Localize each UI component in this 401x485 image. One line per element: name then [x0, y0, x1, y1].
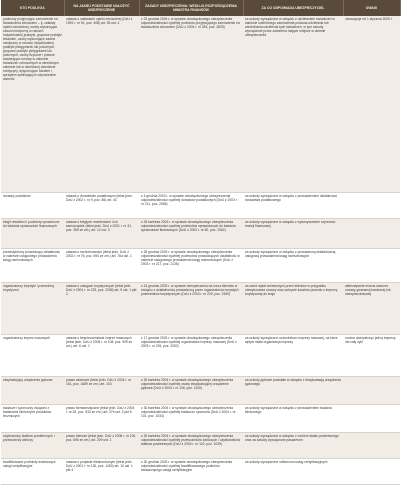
- cell-liability: za szkody wyrządzone w związku z ruchem statku powietrznego oraz za szkody wyrządzone pasażerom: [243, 432, 343, 458]
- cell-remarks: [343, 404, 400, 432]
- cell-legal-basis: prawo farmaceutyczne (tekst jedn. DzU z 2004 r. nr 53, poz. 533 ze zm.) art. 37b ust. 2 pkt 6: [64, 404, 139, 432]
- cell-who: organizatorzy turystyki i pośrednicy turystyczni: [1, 282, 64, 334]
- cell-legal-basis: ustawa o bezpieczeństwie imprez masowych (tekst jedn. DzU z 2005 r. nr 108, poz. 909 ze zm.) art. 6 ust. 1: [64, 334, 139, 376]
- cell-rules: z 25 kwietnia 2003 r. w sprawie obowiązkowego ubezpieczenia odpowiedzialności cywilnej podmiotów uprawnionych do badania sprawozdań finansowych (DzU z 2003 r. nr 82, poz. 2062): [139, 218, 243, 248]
- cell-remarks: [343, 376, 400, 404]
- cell-liability: za szkody wyrządzone uczestnikom imprezy masowej, na które wpływ miała organizacja imprezy: [243, 334, 343, 376]
- cell-legal-basis: prawo atomowe (tekst jedn. DzU z 2004 r. nr 161, poz. 1689 ze zm.) art. 103: [64, 376, 139, 404]
- cell-liability: za szkody wyrządzone w związku z wykonywaniem czynności rewizji finansowej: [243, 218, 343, 248]
- insurance-obligations-table: [1, 0, 401, 485]
- cell-who: użytkownicy statków powietrznych i przewoźnicy lotniczy: [1, 432, 64, 458]
- cell-legal-basis: ustawa o podpisie elektronicznym (tekst jedn. DzU z 2001 r. nr 130, poz. 1450) art. 10 ust. 1 pkt 4: [64, 458, 139, 484]
- cell-who: badacze i sponsorzy związani z badaniami klinicznymi produktów leczniczych: [1, 404, 64, 432]
- cell-remarks: [343, 248, 400, 282]
- table-row: [1, 376, 400, 404]
- cell-legal-basis: ustawa o biegłych rewidentach i ich samorządzie (tekst jedn. DzU z 2001 r. nr 31, poz. 359 ze zm.) art. 12 ust. 3: [64, 218, 139, 248]
- cell-who: kwalifikowane podmioty świadczące usługi certyfikacyjne: [1, 458, 64, 484]
- cell-liability: za szkody wyrządzone w związku z prowadzoną działalnością usługową prowadzenia ksiąg rachunkowych: [243, 248, 343, 282]
- table-row: [1, 282, 400, 334]
- cell-rules: z 30 kwietnia 2004 r. w sprawie obowiązkowego ubezpieczenia odpowiedzialności cywilnej badacza i sponsora (DzU z 2004 r. nr 101, poz. 1034): [139, 404, 243, 432]
- cell-liability: za zwrot wpłat wniesionych przez klientów w przypadku niewykonania umowy oraz pokrycie kosztów powrotu z imprezy turystycznej do kraju: [243, 282, 343, 334]
- table-row: [1, 192, 400, 218]
- cell-rules: z 28 grudnia 2003 r. w sprawie obowiązkowego ubezpieczenia odpowiedzialności cywilnej podmiotów prowadzących działalność w zakresie usługowego prowadzenia ksiąg rachunkowych (DzU z 2003 r. nr 217, poz. 2136): [139, 248, 243, 282]
- header-rules: ZASADY UBEZPIECZENIA: WEDŁUG ROZPORZĄDZENIA MINISTRA FINANSÓW: [139, 0, 243, 16]
- cell-legal-basis: ustawa o doradztwie podatkowym (tekst jedn. DzU z 2002 r. nr 9, poz. 86) art. 44: [64, 192, 139, 218]
- cell-legal-basis: ustawa o usługach turystycznych (tekst jedn. DzU z 2004 r. nr 223, poz. 2268) art. 5 ust. 1 pkt 2: [64, 282, 139, 334]
- cell-rules: z 30 grudnia 2003 r. w sprawie obowiązkowego ubezpieczenia odpowiedzialności cywilnej kwalifikowanego podmiotu świadczącego usługi certyfikacyjne: [139, 458, 243, 484]
- cell-rules: z 17 grudnia 2003 r. w sprawie obowiązkowego ubezpieczenia odpowiedzialności cywilnej organizatora imprezy masowej (DzU z 2003 r. nr 226, poz. 2252): [139, 334, 243, 376]
- cell-legal-basis: prawo lotnicze (tekst jedn. DzU z 2006 r. nr 100, poz. 696 ze zm.) art. 209 ust. 1: [64, 432, 139, 458]
- table-row: [1, 432, 400, 458]
- header-remarks: UWAGI: [343, 0, 400, 16]
- table-row: [1, 458, 400, 484]
- cell-remarks: [343, 432, 400, 458]
- cell-remarks: [343, 192, 400, 218]
- cell-rules: z 30 kwietnia 2004 r. w sprawie obowiązkowego ubezpieczenia odpowiedzialności cywilnej osoby eksploatującej urządzenie jądrowe (DzU z 2004 r. nr 106, poz. 1100): [139, 376, 243, 404]
- cell-who: organizatorzy imprez masowych: [1, 334, 64, 376]
- cell-rules: z 30 kwietnia 2004 r. w sprawie obowiązkowego ubezpieczenia odpowiedzialności cywilnej przewoźników lotniczych i użytkowników statków powietrznych (DzU z 2004 r. nr 102, poz. 1039): [139, 432, 243, 458]
- cell-remarks: można ubezpieczyć jedną imprezę lub cały cykl: [343, 334, 400, 376]
- cell-remarks: obowiązuje od 1 stycznia 2005 r.: [343, 16, 400, 192]
- table-row: [1, 334, 400, 376]
- cell-liability: za szkody wyrządzone w związku z udzielaniem świadczeń w zakresie udzielonego zamówienia podczas udzielania lub zaniechania udzielenia tych świadczeń, w tym szkody wyrządzone przez zdarzenia mające miejsce w okresie ubezpieczenia: [243, 16, 343, 192]
- table-header-row: [1, 0, 400, 16]
- table-row: [1, 248, 400, 282]
- cell-legal-basis: ustawa o zakładach opieki zdrowotnej (DzU z 1991 r. nr 91, poz. 408) art. 35 ust. 4: [64, 16, 139, 192]
- cell-liability: za szkody jądrowe powstałe w związku z eksploatacją urządzenia jądrowego: [243, 376, 343, 404]
- header-who: KTO PODLEGA: [1, 0, 64, 16]
- cell-who: doradcy podatkowi: [1, 192, 64, 218]
- header-liability: ZA CO ODPOWIADA UBEZPIECZYCIEL: [243, 0, 343, 16]
- table-row: [1, 404, 400, 432]
- cell-rules: z 4 grudnia 2003 r. w sprawie obowiązkowego ubezpieczenia odpowiedzialności cywilnej doradców podatkowych (DzU z 2003 r. nr 211, poz. 2065): [139, 192, 243, 218]
- cell-remarks: [343, 458, 400, 484]
- table-row: [1, 218, 400, 248]
- cell-legal-basis: ustawa o rachunkowości (tekst jedn. DzU z 2002 r. nr 76, poz. 694 ze zm.) art. 76a ust. 1: [64, 248, 139, 282]
- cell-who: eksploatujący urządzenia jądrowe: [1, 376, 64, 404]
- cell-liability: za szkody wyrządzone w związku z prowadzeniem badania klinicznego: [243, 404, 343, 432]
- cell-remarks: [343, 218, 400, 248]
- cell-who: przedsiębiorcy prowadzący działalność w zakresie usługowego prowadzenia ksiąg rachunkowych: [1, 248, 64, 282]
- cell-liability: za szkody wyrządzone w związku z prowadzeniem działalności doradztwa podatkowego: [243, 192, 343, 218]
- table-row: [1, 16, 400, 192]
- cell-remarks: alternatywnie można zawrzeć umowę gwarancji bankowej lub ubezpieczeniowej: [343, 282, 400, 334]
- cell-who: podmioty przyjmujące zamówienie na świadczenia zdrowotne – tj. zakłady opieki zdrowotnej, osoby wykonujące zawód medyczny w ramach indywidualnej praktyki, grupowe praktyki lekarskie, osoby wykonujące zawód medyczny w ramach indywidualnej praktyki pielęgniarek lub położnych, grupowe praktyki pielęgniarek lub położnych, osoby fizyczne i prawne zawierające umowy w zakresie świadczeń zdrowotnych w określonym zakresie lub w określonej dziedzinie medycyny, dysponujące lokalem i sprzętem spełniającym odpowiednie warunki: [1, 16, 64, 192]
- cell-rules: z 24 grudnia 2003 r. w sprawie ubezpieczenia na rzecz klientów w związku z działalnością prowadzoną przez organizatorów turystyki i pośredników turystycznych (DzU z 2003 r. nr 229, poz. 2269): [139, 282, 243, 334]
- cell-who: biegli rewidenci i podmioty uprawnione do badania sprawozdań finansowych: [1, 218, 64, 248]
- cell-rules: z 23 grudnia 2004 r. w sprawie obowiązkowego ubezpieczenia odpowiedzialności cywilnej podmiotu przyjmującego zamówienie na świadczenia zdrowotne (DzU z 2004 r. nr 283, poz. 2825): [139, 16, 243, 192]
- header-legal-basis: NA JAKIEJ PODSTAWIE NAŁOŻYĆ UBEZPIECZENIE: [64, 0, 139, 16]
- cell-liability: za szkody wyrządzone odbiorcom usług certyfikacyjnych: [243, 458, 343, 484]
